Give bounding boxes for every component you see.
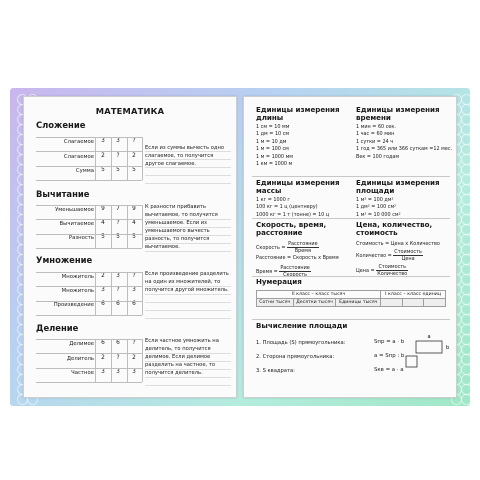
row-label: Разность xyxy=(68,235,94,241)
denominator: Скорость xyxy=(283,272,308,278)
multiplication-rule: Если произведение разделить на один из множителей, то получится другой множитель. xyxy=(145,271,229,294)
cell: 4 xyxy=(132,220,136,226)
denominator: Время xyxy=(294,248,311,254)
list-item: Век = 100 годам xyxy=(356,153,400,160)
row-label: Сумма xyxy=(75,168,94,174)
rule-line xyxy=(145,159,231,160)
cell: 3 xyxy=(132,369,136,375)
row-label: Произведение xyxy=(53,302,94,308)
rule-line xyxy=(145,251,231,252)
right-page xyxy=(243,96,457,398)
page-title: МАТЕМАТИКА xyxy=(95,106,165,116)
numeration-heading: Нумерация xyxy=(256,277,302,286)
length-heading: Единицы измерения длины xyxy=(256,105,340,122)
numerator: Расстояние xyxy=(288,241,318,247)
cell: 2 xyxy=(132,153,136,159)
cell: ? xyxy=(132,340,136,346)
addition-heading: Сложение xyxy=(36,120,86,130)
cell: 5 xyxy=(132,167,136,173)
rule-line xyxy=(145,227,231,228)
table-line xyxy=(36,382,142,383)
list-item: 1 дм = 10 см xyxy=(256,131,290,138)
list-item: 1 см = 10 мм xyxy=(256,124,290,130)
cell: 5 xyxy=(101,234,105,240)
list-item: 1 м = 10 дм xyxy=(256,138,287,145)
area-line-2: 2. Сторона прямоугольника: xyxy=(256,354,335,360)
table-line xyxy=(142,272,143,315)
numerator: Расстояние xyxy=(280,265,310,271)
list-item: 1 м = 100 см xyxy=(256,146,289,153)
rule-line xyxy=(145,243,231,244)
divider xyxy=(252,319,450,320)
cell: 3 xyxy=(101,138,105,144)
cell: ? xyxy=(116,287,120,293)
fraction xyxy=(393,249,423,262)
class-thousands: II класс – класс тысяч xyxy=(257,291,381,299)
table-line xyxy=(142,339,143,382)
table-line xyxy=(95,272,96,315)
area-units-list xyxy=(356,197,401,219)
formula-left: Цена = xyxy=(356,268,375,274)
rule-line xyxy=(145,151,231,152)
rectangle-shape xyxy=(416,341,442,353)
fraction xyxy=(287,241,319,254)
row-label: Делитель xyxy=(66,356,94,362)
cell: 5 xyxy=(116,234,120,240)
subtraction-rule: К разности прибавить вычитаемое, то получится уменьшаемое. Если из уменьшаемого вычесть разность, то получится вычитаемое. xyxy=(145,204,218,251)
cell: 9 xyxy=(101,206,105,212)
multiplication-heading: Умножение xyxy=(36,255,93,265)
table-line xyxy=(127,205,128,248)
table-line xyxy=(36,248,142,249)
time-heading: Единицы измерения времени xyxy=(356,105,440,122)
row-label: Вычитаемое xyxy=(59,221,94,227)
row-label: Частное xyxy=(71,370,94,376)
rule-line xyxy=(145,302,231,303)
rule-line xyxy=(145,361,231,362)
cell: 6 xyxy=(132,301,136,307)
table-cell xyxy=(402,299,424,307)
area-units-heading: Единицы измерения площади xyxy=(356,178,440,195)
distance-formula: Расстояние = Скорость х Время xyxy=(256,255,339,261)
list-item: 1 м² = 100 дм² xyxy=(356,197,394,203)
mass-heading: Единицы измерения массы xyxy=(256,178,340,195)
cell: 7 xyxy=(116,206,120,212)
table-line xyxy=(95,205,96,248)
list-item: 100 кг = 1 ц (центнеру) xyxy=(256,204,318,211)
rule-line xyxy=(145,377,231,378)
table-cell xyxy=(381,299,403,307)
numerator: Стоимость xyxy=(376,264,408,271)
table-line xyxy=(111,137,112,180)
cell: 2 xyxy=(101,355,105,361)
rule-line xyxy=(145,353,231,354)
list-item: 1 м = 1000 мм xyxy=(256,153,293,160)
cell: 2 xyxy=(101,273,105,279)
cell: 5 xyxy=(132,234,136,240)
row-label: Уменьшаемое xyxy=(55,207,94,213)
table-line xyxy=(142,137,143,180)
row-label: Слагаемое xyxy=(63,139,94,145)
formula-left: Количество = xyxy=(356,253,392,259)
cell: 5 xyxy=(116,167,120,173)
cell: ? xyxy=(132,273,136,279)
rule-line xyxy=(145,318,231,319)
list-item: 1 час = 60 мин xyxy=(356,131,395,138)
cell: 3 xyxy=(101,369,105,375)
list-item: 1 кг = 1000 г xyxy=(256,197,290,203)
area-line-3: 3. S квадрата: xyxy=(256,368,295,374)
rectangle-diagram xyxy=(404,329,454,369)
table-line xyxy=(111,339,112,382)
numeration-table xyxy=(256,290,446,307)
list-item: 1000 кг = 1 т (тонне) = 10 ц xyxy=(256,211,330,218)
cell: 2 xyxy=(132,355,136,361)
list-item: 1 м² = 10 000 см² xyxy=(356,211,401,218)
table-line xyxy=(127,272,128,315)
table-line xyxy=(142,205,143,248)
table-line xyxy=(111,205,112,248)
table-cell: Единицы тысяч xyxy=(336,299,381,307)
cell: ? xyxy=(116,355,120,361)
rule-line xyxy=(145,175,231,176)
speed-heading: Скорость, время, расстояние xyxy=(256,220,327,237)
cell: 3 xyxy=(101,287,105,293)
area-line-1: 1. Площадь (S) прямоугольника: xyxy=(256,340,346,346)
quantity-formula xyxy=(356,249,423,262)
cell: 5 xyxy=(101,167,105,173)
side-b-label: b xyxy=(446,345,450,351)
list-item: 1 дм² = 100 см² xyxy=(356,204,397,211)
cell: ? xyxy=(132,138,136,144)
cell: 6 xyxy=(101,340,105,346)
cost-formula: Стоимость = Цена х Количество xyxy=(356,241,440,247)
cell: 9 xyxy=(132,206,136,212)
cell: 3 xyxy=(116,369,120,375)
numerator: Стоимость xyxy=(394,249,422,255)
class-units: I класс – класс единиц xyxy=(381,291,446,299)
cell: 4 xyxy=(101,220,105,226)
time-list xyxy=(356,124,452,161)
rule-line xyxy=(145,167,231,168)
cell: ? xyxy=(116,220,120,226)
table-cell xyxy=(424,299,446,307)
price-heading: Цена, количество, стоимость xyxy=(356,220,433,237)
row-label: Делимое xyxy=(69,341,94,347)
table-line xyxy=(36,180,142,181)
table-cell: Сотни тысяч xyxy=(257,299,294,307)
subtraction-heading: Вычитание xyxy=(36,189,90,199)
speed-formula xyxy=(256,241,319,254)
cell: 3 xyxy=(116,273,120,279)
rule-line xyxy=(145,183,231,184)
formula-left: Скорость = xyxy=(256,245,286,251)
table-line xyxy=(127,339,128,382)
cell: 6 xyxy=(116,301,120,307)
rule-line xyxy=(145,369,231,370)
cover-pattern xyxy=(461,394,472,405)
square-formula: Sкв = a · a xyxy=(374,367,404,373)
list-item: 1 год = 365 или 366 суткам =12 мес. xyxy=(356,146,453,153)
cell: 6 xyxy=(101,301,105,307)
rule-line xyxy=(145,294,231,295)
list-item: 1 сутки = 24 ч xyxy=(356,138,394,145)
denominator: Количество xyxy=(377,271,408,277)
area-formula: Sпр = a · b xyxy=(374,339,405,345)
table-line xyxy=(111,272,112,315)
table-line xyxy=(95,339,96,382)
cell: 3 xyxy=(116,138,120,144)
rule-line xyxy=(145,310,231,311)
cell: ? xyxy=(116,153,120,159)
list-item: 1 мин = 60 сек. xyxy=(356,124,396,130)
formula-left: Время = xyxy=(256,269,278,275)
row-label: Множитель xyxy=(61,288,94,294)
rule-line xyxy=(145,286,231,287)
table-line xyxy=(127,137,128,180)
division-heading: Деление xyxy=(36,323,79,333)
cell: 6 xyxy=(116,340,120,346)
length-list xyxy=(256,124,293,168)
divider xyxy=(252,176,450,177)
divider xyxy=(252,276,450,277)
row-label: Слагаемое xyxy=(63,154,94,160)
left-page xyxy=(23,96,237,398)
table-line xyxy=(36,315,142,316)
side-formula: a = Sпр : b xyxy=(374,353,405,359)
table-line xyxy=(95,137,96,180)
cell: 3 xyxy=(132,287,136,293)
row-label: Множитель xyxy=(61,274,94,280)
cell: 2 xyxy=(101,153,105,159)
denominator: Цена xyxy=(401,256,415,262)
table-cell: Десятки тысяч xyxy=(293,299,336,307)
rule-line xyxy=(145,385,231,386)
rule-line xyxy=(145,235,231,236)
divider xyxy=(252,218,450,219)
addition-rule: Если из суммы вычесть одно слагаемое, то получится другое слагаемое. xyxy=(145,145,225,168)
side-a-label: a xyxy=(427,334,431,340)
area-calc-heading: Вычисление площади xyxy=(256,321,348,330)
list-item: 1 км = 1000 м xyxy=(256,161,293,168)
division-rule: Если частное умножить на делитель, то получится делимое. Если делимое разделить на частное, то получится делитель. xyxy=(145,338,219,377)
square-shape xyxy=(406,356,417,367)
mass-list xyxy=(256,197,329,219)
rule-line xyxy=(145,219,231,220)
